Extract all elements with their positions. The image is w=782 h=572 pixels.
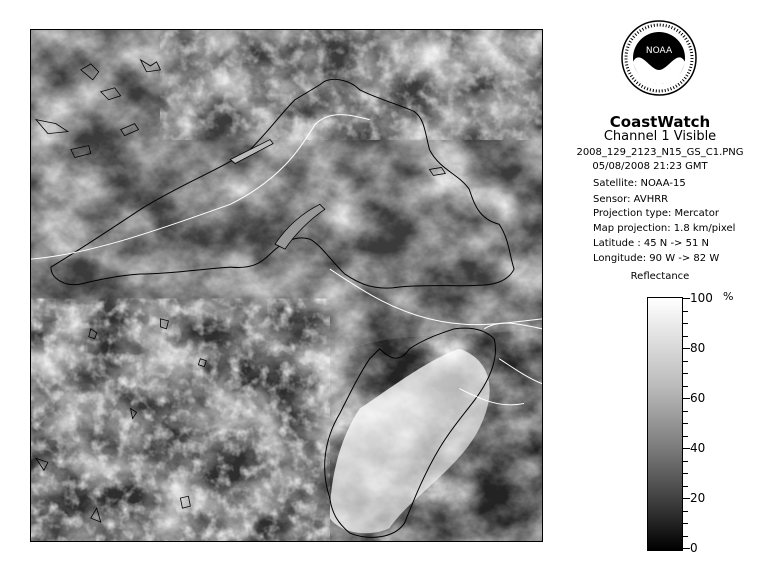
colorbar-label: Reflectance	[630, 271, 690, 282]
colorbar-tick	[683, 311, 688, 312]
colorbar-tick-label: 100	[690, 291, 713, 305]
colorbar-tick	[683, 473, 688, 474]
sensor-info: Sensor: AVHRR	[593, 194, 669, 205]
channel-title: Channel 1 Visible	[603, 129, 717, 144]
brand-title: CoastWatch	[609, 113, 711, 131]
colorbar-tick-label: 60	[690, 391, 706, 405]
colorbar-tick	[683, 536, 688, 537]
colorbar-tick	[683, 486, 688, 487]
longitude-info: Longitude: 90 W -> 82 W	[593, 253, 720, 264]
colorbar-tick-label: 20	[690, 491, 706, 505]
satellite-map	[30, 29, 543, 542]
colorbar-tick-label: 80	[690, 341, 706, 355]
colorbar	[647, 297, 683, 551]
colorbar-tick-label: 0	[690, 541, 698, 555]
latitude-info: Latitude : 45 N -> 51 N	[593, 238, 709, 249]
noaa-logo-text: NOAA	[645, 46, 673, 56]
colorbar-tick	[683, 386, 688, 387]
file-name: 2008_129_2123_N15_GS_C1.PNG	[576, 147, 744, 158]
colorbar-unit: %	[723, 290, 734, 303]
colorbar-tick	[683, 461, 688, 462]
colorbar-tick-label: 40	[690, 441, 706, 455]
cloud-speckle	[31, 299, 330, 541]
colorbar-tick	[683, 398, 690, 399]
colorbar-tick	[683, 548, 690, 549]
satellite-info: Satellite: NOAA-15	[593, 178, 686, 189]
colorbar-tick	[683, 336, 688, 337]
projection-type-info: Projection type: Mercator	[593, 208, 719, 219]
colorbar-tick	[683, 348, 690, 349]
colorbar-tick	[683, 323, 688, 324]
date-time: 05/08/2008 21:23 GMT	[592, 161, 708, 172]
colorbar-tick	[683, 411, 688, 412]
colorbar-tick	[683, 436, 688, 437]
map-projection-info: Map projection: 1.8 km/pixel	[593, 223, 736, 234]
colorbar-tick	[683, 498, 690, 499]
colorbar-tick	[683, 511, 688, 512]
colorbar-tick	[683, 361, 688, 362]
colorbar-tick	[683, 373, 688, 374]
colorbar-tick	[683, 423, 688, 424]
colorbar-tick	[683, 298, 690, 299]
colorbar-tick	[683, 448, 690, 449]
cloud-speckle	[160, 30, 542, 140]
colorbar-tick	[683, 523, 688, 524]
noaa-logo-icon	[620, 18, 698, 110]
